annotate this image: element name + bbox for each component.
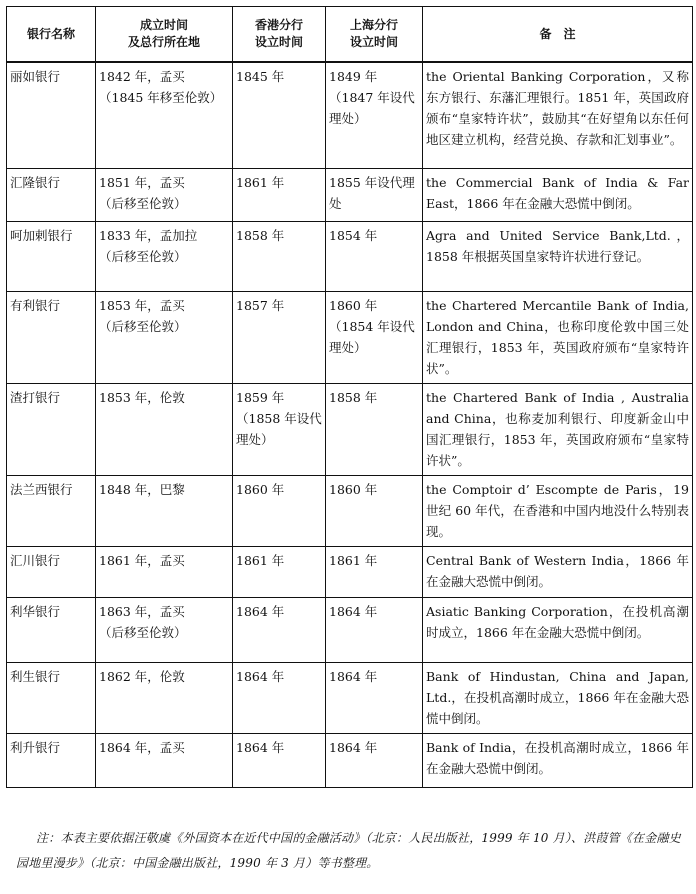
table-row	[7, 62, 693, 168]
table-row	[7, 733, 693, 787]
header-row	[7, 7, 693, 63]
cell-remarks: Bank of India，在投机高潮时成立，1866 年在金融大恐慌中倒闭。	[423, 733, 693, 787]
cell-remarks: the Oriental Banking Corporation，又称东方银行、东藩汇理银行。1851 年，英国政府颁布“皇家特许状”，鼓励其“在好望角以东任何地区建立机构，经营兑换、存款和汇划事业”。	[423, 62, 693, 168]
cell-hongkong: 1861 年	[233, 168, 326, 221]
cell-bank-name: 汇川银行	[7, 546, 96, 597]
cell-shanghai: 1864 年	[326, 662, 423, 733]
cell-remarks: the Chartered Mercantile Bank of India, London and China，也称印度伦敦中国三处汇理银行，1853 年，英国政府颁布“皇家特许状”。	[423, 291, 693, 383]
cell-remarks: Central Bank of Western India，1866 年在金融大恐慌中倒闭。	[423, 546, 693, 597]
cell-remarks: the Comptoir d’ Escompte de Paris，19 世纪 60 年代，在香港和中国内地没什么特别表现。	[423, 475, 693, 546]
cell-shanghai: 1864 年	[326, 597, 423, 662]
cell-shanghai: 1854 年	[326, 221, 423, 291]
cell-bank-name: 丽如银行	[7, 62, 96, 168]
cell-shanghai: 1860 年 （1854 年设代理处）	[326, 291, 423, 383]
cell-founded: 1851 年，孟买 （后移至伦敦）	[96, 168, 233, 221]
cell-bank-name: 利华银行	[7, 597, 96, 662]
cell-remarks: the Chartered Bank of India , Australia and China，也称麦加利银行、印度新金山中国汇理银行，1853 年，英国政府颁布“皇家特许状”。	[423, 383, 693, 475]
cell-founded: 1842 年，孟买 （1845 年移至伦敦）	[96, 62, 233, 168]
cell-bank-name: 利升银行	[7, 733, 96, 787]
cell-hongkong: 1864 年	[233, 662, 326, 733]
table-row	[7, 291, 693, 383]
cell-shanghai: 1860 年	[326, 475, 423, 546]
cell-bank-name: 呵加剌银行	[7, 221, 96, 291]
cell-remarks: Asiatic Banking Corporation，在投机高潮时成立，1866 年在金融大恐慌中倒闭。	[423, 597, 693, 662]
cell-hongkong: 1860 年	[233, 475, 326, 546]
cell-remarks: Bank of Hindustan, China and Japan, Ltd.，在投机高潮时成立，1866 年在金融大恐慌中倒闭。	[423, 662, 693, 733]
table-row	[7, 383, 693, 475]
cell-hongkong: 1857 年	[233, 291, 326, 383]
table-row	[7, 475, 693, 546]
cell-shanghai: 1861 年	[326, 546, 423, 597]
header-founded: 成立时间 及总行所在地	[96, 7, 233, 63]
cell-shanghai: 1864 年	[326, 733, 423, 787]
bank-table	[6, 6, 693, 788]
cell-shanghai: 1855 年设代理处	[326, 168, 423, 221]
cell-bank-name: 有利银行	[7, 291, 96, 383]
cell-bank-name: 渣打银行	[7, 383, 96, 475]
table-row	[7, 662, 693, 733]
cell-remarks: Agra and United Service Bank,Ltd.，1858 年根据英国皇家特许状进行登记。	[423, 221, 693, 291]
cell-founded: 1853 年，伦敦	[96, 383, 233, 475]
cell-founded: 1864 年，孟买	[96, 733, 233, 787]
cell-founded: 1848 年，巴黎	[96, 475, 233, 546]
cell-remarks: the Commercial Bank of India & Far East，1866 年在金融大恐慌中倒闭。	[423, 168, 693, 221]
cell-bank-name: 利生银行	[7, 662, 96, 733]
header-shanghai-branch: 上海分行 设立时间	[326, 7, 423, 63]
cell-founded: 1863 年，孟买 （后移至伦敦）	[96, 597, 233, 662]
cell-bank-name: 法兰西银行	[7, 475, 96, 546]
cell-shanghai: 1858 年	[326, 383, 423, 475]
table-row	[7, 597, 693, 662]
cell-hongkong: 1864 年	[233, 597, 326, 662]
header-remarks: 备 注	[423, 7, 693, 63]
cell-hongkong: 1864 年	[233, 733, 326, 787]
cell-hongkong: 1861 年	[233, 546, 326, 597]
cell-hongkong: 1858 年	[233, 221, 326, 291]
cell-hongkong: 1859 年 （1858 年设代理处）	[233, 383, 326, 475]
table-row	[7, 221, 693, 291]
table-row	[7, 168, 693, 221]
cell-bank-name: 汇隆银行	[7, 168, 96, 221]
cell-founded: 1862 年，伦敦	[96, 662, 233, 733]
cell-founded: 1833 年，孟加拉 （后移至伦敦）	[96, 221, 233, 291]
header-bank-name: 银行名称	[7, 7, 96, 63]
cell-shanghai: 1849 年 （1847 年设代理处）	[326, 62, 423, 168]
header-hongkong-branch: 香港分行 设立时间	[233, 7, 326, 63]
table-footnote: 注：本表主要依据汪敬虞《外国资本在近代中国的金融活动》（北京：人民出版社，1999 年 10 月）、洪葭管《在金融史园地里漫步》（北京：中国金融出版社，1990 年 3 月）等书整理。	[16, 831, 681, 870]
cell-founded: 1861 年，孟买	[96, 546, 233, 597]
table-row	[7, 546, 693, 597]
cell-hongkong: 1845 年	[233, 62, 326, 168]
cell-founded: 1853 年，孟买 （后移至伦敦）	[96, 291, 233, 383]
